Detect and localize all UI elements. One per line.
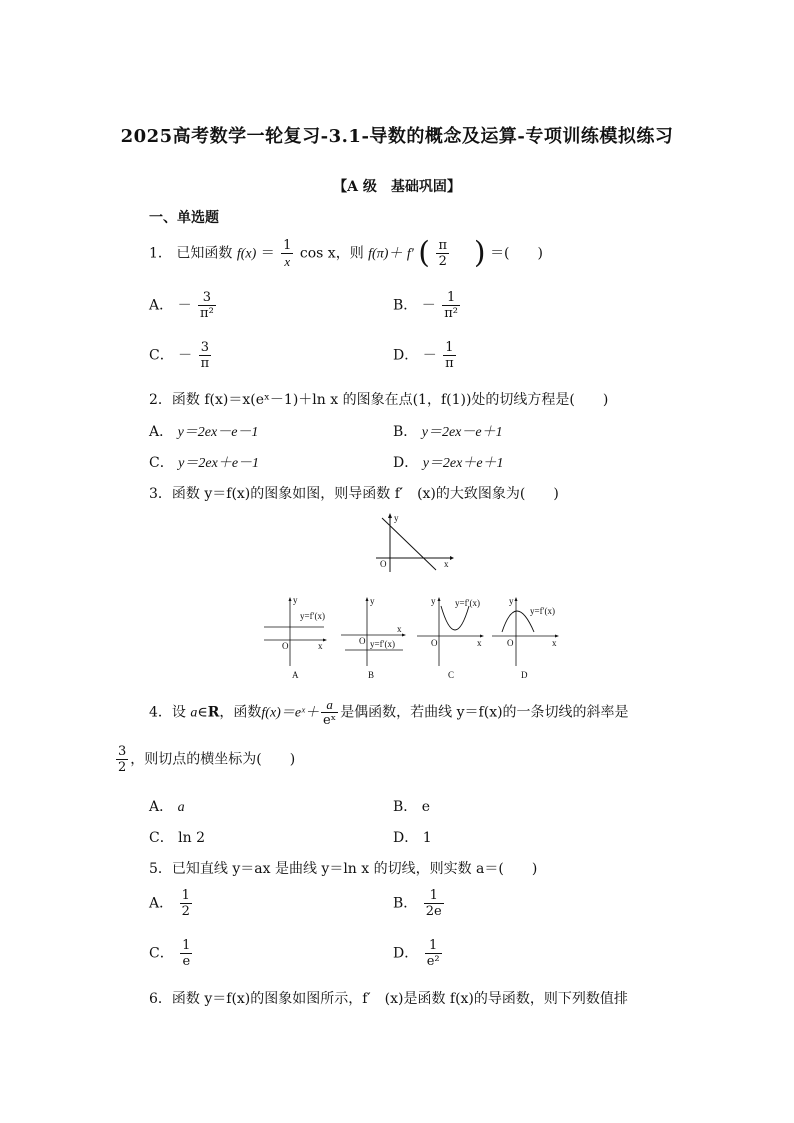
curve-label: y=f′(x) [370, 639, 396, 649]
origin-label: O [359, 636, 366, 646]
option-label: B． [393, 799, 418, 815]
option-text: a [177, 800, 185, 815]
option-label: B． [393, 895, 418, 912]
q4-tail: 是偶函数，若曲线 y＝f(x)的一条切线的斜率是 [340, 704, 629, 721]
option-sign: － [178, 347, 193, 364]
denominator: 2 [118, 760, 127, 775]
q1-eq: ＝ [260, 245, 275, 262]
option-label: C． [149, 830, 174, 846]
q4-line2-text: ，则切点的横坐标为( ) [130, 751, 296, 768]
q1-fprime: f′ [406, 246, 414, 262]
q5-option-a[interactable] [149, 888, 194, 919]
q1-option-a[interactable] [149, 290, 218, 321]
q1-option-c[interactable] [149, 340, 213, 371]
denominator: 2e [425, 904, 442, 919]
x-label: x [477, 638, 482, 648]
option-fraction [442, 290, 460, 321]
denominator: e [180, 953, 192, 969]
option-text: y＝2ex－e＋1 [421, 425, 503, 440]
option-letter: D [521, 670, 528, 680]
q4-pre: 4．设 [149, 704, 186, 721]
denominator: π² [444, 306, 458, 321]
q4-option-a[interactable] [149, 796, 185, 816]
option-letter: C [448, 670, 455, 680]
y-label: y [293, 595, 298, 605]
q1-fraction [281, 238, 293, 269]
q5-option-c[interactable] [149, 938, 194, 969]
question-1 [149, 235, 543, 271]
x-label: x [552, 638, 557, 648]
y-axis-arrow [515, 597, 518, 601]
q4-mid: ，函数 [219, 704, 262, 721]
q2-option-a[interactable] [149, 421, 258, 441]
curve-label: y=f′(x) [530, 606, 556, 616]
q4-option-d[interactable] [393, 827, 432, 847]
q3-option-d-graph[interactable] [490, 594, 562, 680]
y-axis-arrow [289, 597, 292, 601]
q3-option-c-graph[interactable] [415, 594, 487, 680]
option-text: y＝2ex＋e－1 [178, 456, 260, 471]
option-text: e [421, 799, 431, 815]
numerator: 3 [202, 290, 212, 305]
q4-a: a [190, 705, 198, 721]
question-6: 6．函数 y＝f(x)的图象如图所示，f′ (x)是函数 f(x)的导函数，则下列数值排 [149, 991, 628, 1007]
x-axis-arrow [402, 634, 406, 637]
y-axis-arrow [366, 597, 369, 601]
q2-option-b[interactable] [393, 421, 503, 441]
numerator: 1 [445, 340, 454, 355]
level-heading: 【A 级 基础巩固】 [333, 179, 461, 195]
q4-in: ∈ [197, 704, 208, 721]
denominator: 2 [181, 904, 190, 919]
derivative-curve [441, 606, 469, 630]
option-fraction [425, 938, 442, 969]
origin-label: O [380, 559, 387, 569]
q1-option-d[interactable] [393, 340, 458, 371]
option-sign: － [422, 347, 437, 364]
option-letter: B [368, 670, 375, 680]
q1-pi-fraction [436, 238, 449, 269]
denominator: e² [426, 954, 440, 969]
option-text: y＝2ex－e－1 [177, 425, 259, 440]
option-fraction [443, 340, 456, 371]
q1-cos: cos x，则 [299, 245, 364, 262]
numerator: 1 [429, 888, 438, 903]
option-letter: A [292, 670, 299, 680]
denominator: π [200, 356, 210, 371]
q1-fpi: f(π)＋ [368, 246, 403, 262]
q3-function-graph [370, 512, 456, 574]
q3-option-b-graph[interactable] [339, 594, 407, 680]
q1-option-b[interactable] [393, 290, 462, 321]
option-text: 1 [422, 830, 432, 846]
x-axis-arrow [450, 556, 454, 560]
option-sign: － [177, 297, 192, 314]
question-2: 2．函数 f(x)＝x(eˣ－1)＋ln x 的图象在点(1，f(1))处的切线方程是( ) [149, 392, 609, 408]
option-label: D． [393, 945, 419, 962]
y-axis-arrow [388, 513, 392, 518]
q4-option-b[interactable] [393, 796, 430, 816]
q4-slope-fraction [116, 744, 128, 775]
option-label: D． [393, 455, 419, 471]
q4-fraction [321, 697, 338, 728]
option-label: C． [149, 347, 174, 364]
q4-reals: R [207, 704, 220, 721]
numerator: 1 [429, 938, 438, 953]
x-axis-arrow [323, 639, 327, 642]
q2-option-c[interactable] [149, 452, 259, 472]
option-label: A． [149, 297, 174, 314]
option-sign: － [421, 297, 436, 314]
q5-option-b[interactable] [393, 888, 446, 919]
denominator: π² [200, 306, 214, 321]
q1-text-pre: 已知函数 [176, 245, 233, 262]
curve-label: y=f′(x) [300, 611, 326, 621]
q1-right-paren: ) [473, 235, 486, 271]
q1-fx: f(x) [236, 246, 257, 262]
q1-left-paren: ( [418, 235, 430, 271]
option-text: ln 2 [178, 830, 206, 846]
option-label: C． [149, 455, 174, 471]
document-title: 2025高考数学一轮复习-3.1-导数的概念及运算-专项训练模拟练习 [120, 126, 674, 147]
option-fraction [199, 340, 212, 371]
numerator: 3 [118, 744, 127, 759]
option-label: A． [149, 799, 174, 815]
option-label: C． [149, 945, 174, 962]
origin-label: O [507, 638, 514, 648]
option-fraction [198, 290, 216, 321]
q1-tail: ＝( ) [490, 245, 543, 262]
q5-option-d[interactable] [393, 938, 444, 969]
q1-frac-denominator: x [281, 253, 293, 269]
q4-fx: f(x)＝eˣ＋ [261, 705, 319, 721]
x-label: x [397, 624, 402, 634]
numerator: 1 [182, 938, 191, 953]
q2-option-d[interactable] [393, 452, 504, 472]
option-fraction [424, 888, 444, 919]
numerator: 1 [446, 290, 456, 305]
option-label: A． [149, 424, 174, 440]
x-label: x [444, 559, 449, 569]
q4-option-c[interactable] [149, 827, 205, 847]
question-3: 3．函数 y＝f(x)的图象如图，则导函数 f′ (x)的大致图象为( ) [149, 486, 559, 502]
question-4-line-2 [114, 744, 295, 775]
option-label: D． [393, 830, 419, 846]
option-fraction [180, 938, 192, 969]
section-heading: 一、单选题 [149, 210, 219, 226]
curve-label: y=f′(x) [455, 598, 481, 608]
option-fraction [180, 888, 192, 919]
y-label: y [509, 596, 514, 606]
numerator: 1 [181, 888, 190, 903]
option-label: D． [393, 347, 419, 364]
option-label: B． [393, 297, 418, 314]
x-label: x [318, 641, 323, 651]
origin-label: O [282, 641, 289, 651]
q1-frac-numerator: 1 [283, 238, 292, 253]
q3-option-a-graph[interactable] [262, 594, 328, 680]
y-label: y [394, 513, 399, 523]
y-label: y [431, 596, 436, 606]
numerator: a [326, 697, 333, 712]
numerator: 3 [200, 340, 210, 355]
q1-number: 1． [149, 245, 172, 262]
q1-pi-denominator: 2 [436, 253, 449, 269]
y-label: y [370, 596, 375, 606]
y-axis-arrow [438, 597, 441, 601]
option-label: A． [149, 895, 174, 912]
option-label: B． [393, 424, 418, 440]
origin-label: O [431, 638, 438, 648]
q1-pi-numerator: π [438, 238, 447, 253]
option-text: y＝2ex＋e＋1 [422, 456, 504, 471]
denominator: eˣ [322, 713, 337, 728]
question-5: 5．已知直线 y＝ax 是曲线 y＝ln x 的切线，则实数 a＝( ) [149, 861, 538, 877]
question-4-line-1 [149, 697, 629, 728]
denominator: π [445, 356, 454, 371]
